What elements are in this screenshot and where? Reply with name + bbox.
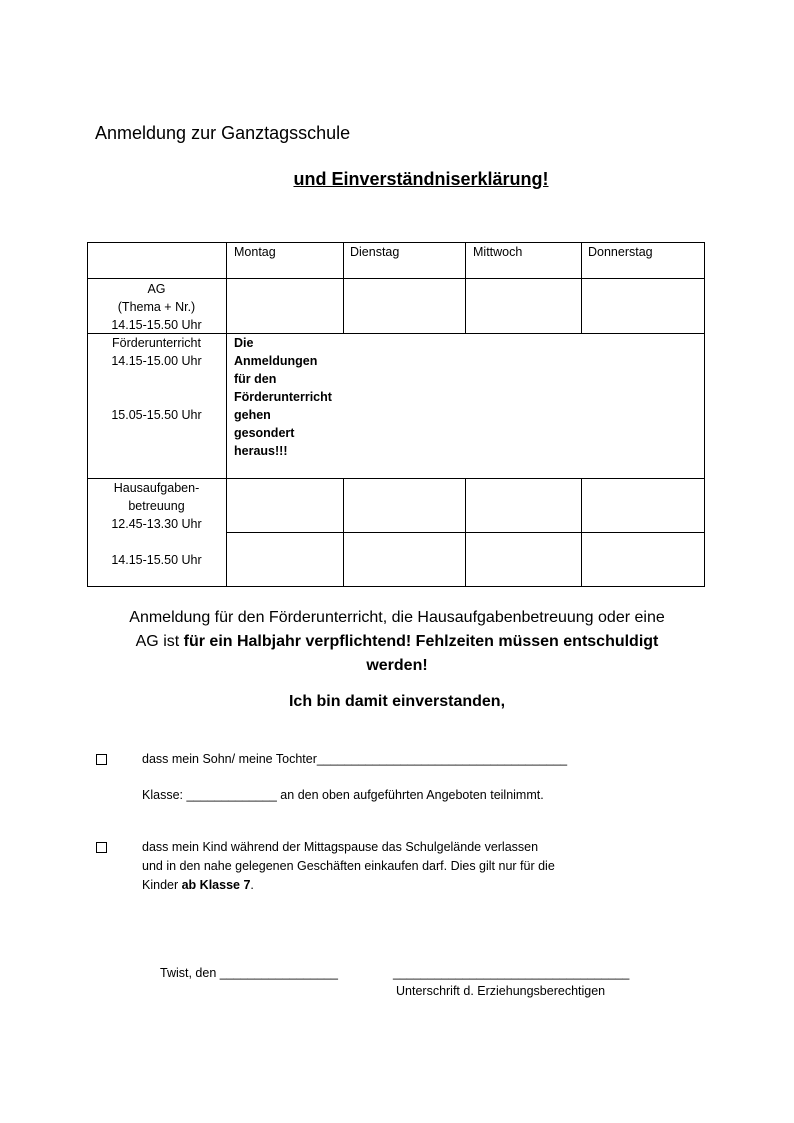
table-rule <box>581 242 582 334</box>
row-label-foerder: Förderunterricht 14.15-15.00 Uhr 15.05-15.50 Uhr <box>111 336 202 422</box>
table-rule <box>581 478 582 587</box>
table-rule <box>343 242 344 334</box>
signature-line[interactable]: __________________________________ <box>393 966 630 980</box>
consent-heading: Ich bin damit einverstanden, <box>288 693 506 710</box>
place-date-field[interactable]: Twist, den _________________ <box>160 966 338 980</box>
item1-line2: Klasse: _____________ an den oben aufgeführten Angeboten teilnimmt. <box>142 788 544 802</box>
day-header: Montag <box>234 245 276 259</box>
table-border-right <box>704 242 705 587</box>
schedule-table <box>87 242 705 587</box>
item1-line1: dass mein Sohn/ meine Tochter____________________________________ <box>142 752 568 766</box>
table-border-bottom <box>87 586 705 587</box>
row-label-hausaufgaben: Hausaufgaben- betreuung 12.45-13.30 Uhr 14.15-15.50 Uhr <box>111 481 202 567</box>
day-header: Mittwoch <box>473 245 523 259</box>
table-rule <box>343 478 344 587</box>
form-title: Anmeldung zur Ganztagsschule <box>95 123 351 143</box>
signature-label: Unterschrift d. Erziehungsberechtigen <box>396 984 606 998</box>
foerder-note: Die Anmeldungen für den Förderunterricht gehen gesondert heraus!!! <box>234 336 332 458</box>
table-rule <box>87 278 705 279</box>
table-rule <box>465 242 466 334</box>
checkbox-leave-school[interactable] <box>96 842 107 853</box>
obligation-notice: Anmeldung für den Förderunterricht, die Hausaufgabenbetreuung oder eine AG ist für ein Halbjahr verpflichtend! Fehlzeiten müssen entschuldigt werden! <box>129 609 665 674</box>
form-subtitle: und Einverständniserklärung! <box>293 169 549 189</box>
item2-text: dass mein Kind während der Mittagspause das Schulgelände verlassen und in den nahe gelegenen Geschäften einkaufen darf. Dies gilt nur für die Kinder ab Klasse 7. <box>142 840 555 892</box>
day-header: Donnerstag <box>588 245 653 259</box>
table-rule <box>465 478 466 587</box>
row-label-ag: AG (Thema + Nr.) 14.15-15.50 Uhr <box>111 282 202 332</box>
table-rule <box>226 242 227 587</box>
day-header: Dienstag <box>350 245 400 259</box>
checkbox-child-participation[interactable] <box>96 754 107 765</box>
